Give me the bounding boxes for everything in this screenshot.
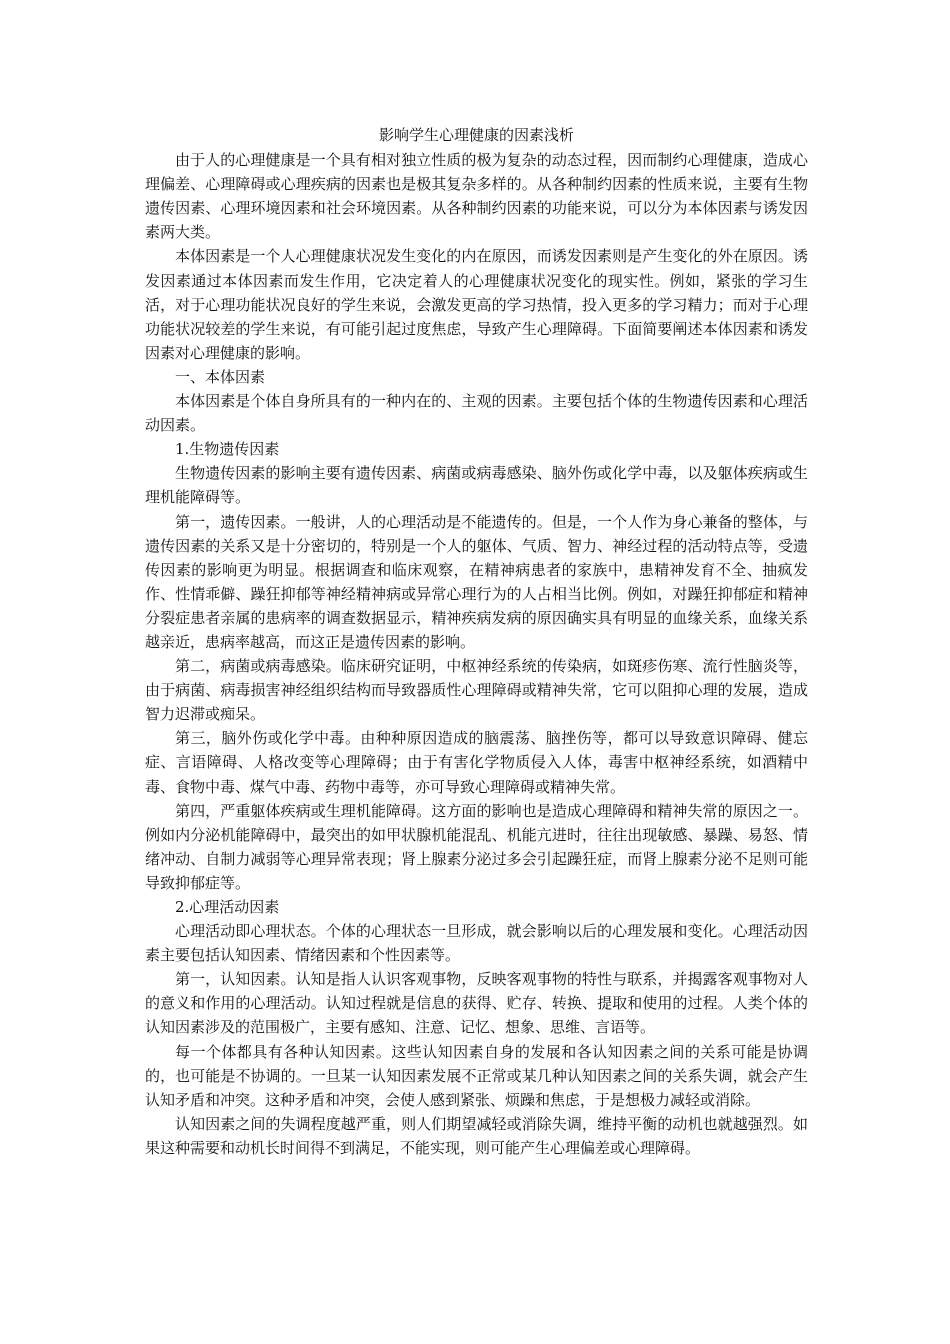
paragraph-bio-summary: 生物遗传因素的影响主要有遗传因素、病菌或病毒感染、脑外伤或化学中毒，以及躯体疾病或生理机能障碍等。	[145, 464, 808, 507]
paragraph-cognition: 第一，认知因素。认知是指人认识客观事物，反映客观事物的特性与联系，并揭露客观事物对人的意义和作用的心理活动。认知过程就是信息的获得、贮存、转换、提取和使用的过程。人类个体的认知因素涉及的范围极广，主要有感知、注意、记忆、想象、思维、言语等。	[145, 970, 808, 1037]
paragraph-dissonance: 认知因素之间的失调程度越严重，则人们期望减轻或消除失调，维持平衡的动机也就越强烈。如果这种需要和动机长时间得不到满足，不能实现，则可能产生心理偏差或心理障碍。	[145, 1114, 808, 1157]
paragraph-somatic-disease: 第四，严重躯体疾病或生理机能障碍。这方面的影响也是造成心理障碍和精神失常的原因之一。例如内分泌机能障碍中，最突出的如甲状腺机能混乱、机能亢进时，往往出现敏感、暴躁、易怒、情绪冲动、自制力减弱等心理异常表现；肾上腺素分泌过多会引起躁狂症，而肾上腺素分泌不足则可能导致抑郁症等。	[145, 801, 808, 892]
paragraph-intro: 由于人的心理健康是一个具有相对独立性质的极为复杂的动态过程，因而制约心理健康，造成心理偏差、心理障碍或心理疾病的因素也是极其复杂多样的。从各种制约因素的性质来说，主要有生物遗传因素、心理环境因素和社会环境因素。从各种制约因素的功能来说，可以分为本体因素与诱发因素两大类。	[145, 151, 808, 242]
subsection-heading-1: 1.生物遗传因素	[175, 440, 280, 459]
paragraph-overview: 本体因素是一个人心理健康状况发生变化的内在原因，而诱发因素则是产生变化的外在原因。诱发因素通过本体因素而发生作用，它决定着人的心理健康状况变化的现实性。例如，紧张的学习生活，对于心理功能状况良好的学生来说，会激发更高的学习热情，投入更多的学习精力；而对于心理功能状况较差的学生来说，有可能引起过度焦虑，导致产生心理障碍。下面简要阐述本体因素和诱发因素对心理健康的影响。	[145, 247, 808, 362]
section-heading-1: 一、本体因素	[175, 367, 266, 386]
paragraph-body-factors: 本体因素是个体自身所具有的一种内在的、主观的因素。主要包括个体的生物遗传因素和心理活动因素。	[145, 392, 808, 435]
paragraph-infection: 第二，病菌或病毒感染。临床研究证明，中枢神经系统的传染病，如斑疹伤寒、流行性脑炎等，由于病菌、病毒损害神经组织结构而导致器质性心理障碍或精神失常，它可以阻抑心理的发展，造成智力迟滞或痴呆。	[145, 657, 808, 724]
document-title: 影响学生心理健康的因素浅析	[378, 126, 574, 144]
paragraph-brain-injury: 第三，脑外伤或化学中毒。由种种原因造成的脑震荡、脑挫伤等，都可以导致意识障碍、健忘症、言语障碍、人格改变等心理障碍；由于有害化学物质侵入人体，毒害中枢神经系统，如酒精中毒、食物中毒、煤气中毒、药物中毒等，亦可导致心理障碍或精神失常。	[145, 729, 808, 796]
document-page	[145, 123, 808, 1160]
paragraph-mental-activity: 心理活动即心理状态。个体的心理状态一旦形成，就会影响以后的心理发展和变化。心理活动因素主要包括认知因素、情绪因素和个性因素等。	[145, 922, 808, 965]
paragraph-heredity: 第一，遗传因素。一般讲，人的心理活动是不能遗传的。但是，一个人作为身心兼备的整体，与遗传因素的关系又是十分密切的，特别是一个人的躯体、气质、智力、神经过程的活动特点等，受遗传因素的影响更为明显。根据调查和临床观察，在精神病患者的家族中，患精神发育不全、抽疯发作、性情乖僻、躁狂抑郁等神经精神病或异常心理行为的人占相当比例。例如，对躁狂抑郁症和精神分裂症患者亲属的患病率的调查数据显示，精神疾病发病的原因确实具有明显的血缘关系，血缘关系越亲近，患病率越高，而这正是遗传因素的影响。	[145, 512, 808, 651]
paragraph-cognitive-conflict: 每一个体都具有各种认知因素。这些认知因素自身的发展和各认知因素之间的关系可能是协调的，也可能是不协调的。一旦某一认知因素发展不正常或某几种认知因素之间的关系失调，就会产生认知矛盾和冲突。这种矛盾和冲突，会使人感到紧张、烦躁和焦虑，于是想极力减轻或消除。	[145, 1042, 808, 1109]
subsection-heading-2: 2.心理活动因素	[175, 898, 280, 916]
